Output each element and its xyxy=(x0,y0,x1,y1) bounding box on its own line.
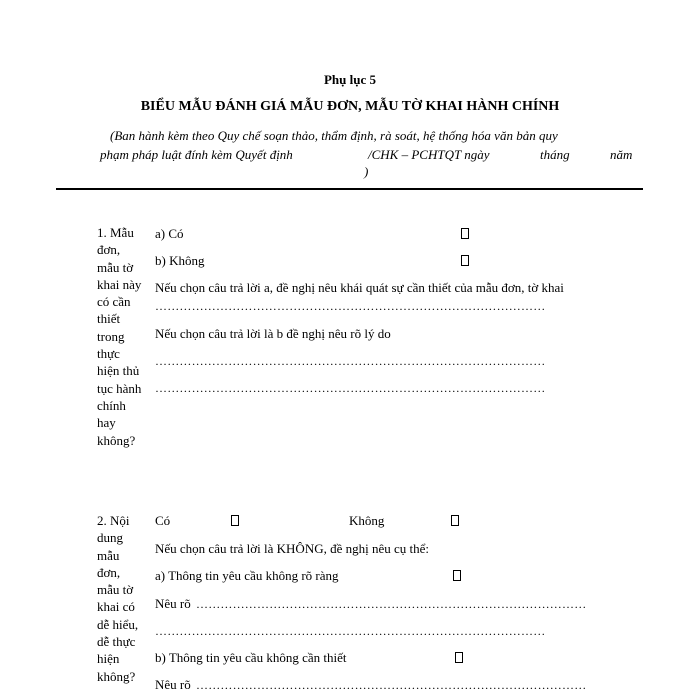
q2-yes-label: Có xyxy=(155,513,171,528)
q1-if-b-answer-line-1[interactable]: …………………………………………………………………………………… xyxy=(155,354,546,368)
q1-option-b-label: b) Không xyxy=(155,253,205,268)
header-divider xyxy=(56,188,643,190)
q2-option-a-label: a) Thông tin yêu cầu không rõ ràng xyxy=(155,568,339,583)
q1-option-b-checkbox[interactable] xyxy=(461,255,469,266)
q2-option-b-label: b) Thông tin yêu cầu không cần thiết xyxy=(155,650,347,665)
question-1-label: 1. Mẫu đơn, mẫu tờ khai này có cần thiết trong thực hiện thủ tục hành chính hay không? xyxy=(97,225,142,448)
q1-if-b-answer-line-2[interactable]: …………………………………………………………………………………… xyxy=(155,381,546,395)
q2-option-b-checkbox[interactable] xyxy=(455,652,463,663)
question-2-label: 2. Nội dung mẫu đơn, mẫu tờ khai có dễ hiểu, dễ thực hiện không? xyxy=(97,513,139,684)
q1-option-a-label: a) Có xyxy=(155,226,184,241)
q2-option-a-answer-line-1[interactable]: …………………………………………………………………………………… xyxy=(196,597,587,611)
q2-option-a-checkbox[interactable] xyxy=(453,570,461,581)
appendix-label: Phụ lục 5 xyxy=(323,72,376,87)
q1-if-a-prompt: Nếu chọn câu trả lời a, đề nghị nêu khái quát sự cần thiết của mẫu đơn, tờ khai xyxy=(155,280,564,295)
issuance-note-line-2c: tháng xyxy=(540,147,570,162)
issuance-note-line-2b: /CHK – PCHTQT ngày xyxy=(368,147,490,162)
q1-if-a-answer-line[interactable]: …………………………………………………………………………………… xyxy=(155,299,546,313)
q2-if-no-prompt: Nếu chọn câu trả lời là KHÔNG, đề nghị nêu cụ thể: xyxy=(155,541,430,556)
q2-option-a-answer-line-2[interactable]: …………………………………………………………………………………… xyxy=(155,624,546,638)
issuance-note-line-1: (Ban hành kèm theo Quy chế soạn thảo, thẩm định, rà soát, hệ thống hóa văn bản quy xyxy=(110,128,558,143)
q2-no-checkbox[interactable] xyxy=(451,515,459,526)
issuance-note-line-2d: năm xyxy=(610,147,633,162)
issuance-note-line-3: ) xyxy=(364,164,369,179)
q2-option-b-answer-line[interactable]: …………………………………………………………………………………… xyxy=(196,678,587,692)
q2-no-label: Không xyxy=(349,513,385,528)
q2-option-a-specify-label: Nêu rõ xyxy=(155,596,191,611)
q1-if-b-prompt: Nếu chọn câu trả lời là b đề nghị nêu rõ lý do xyxy=(155,326,391,341)
issuance-note-line-2a: phạm pháp luật đính kèm Quyết định xyxy=(100,147,293,162)
q2-yes-checkbox[interactable] xyxy=(231,515,239,526)
document-title: BIỂU MẪU ĐÁNH GIÁ MẪU ĐƠN, MẪU TỜ KHAI HÀNH CHÍNH xyxy=(140,99,560,114)
q2-option-b-specify-label: Nêu rõ xyxy=(155,677,191,692)
q1-option-a-checkbox[interactable] xyxy=(461,228,469,239)
